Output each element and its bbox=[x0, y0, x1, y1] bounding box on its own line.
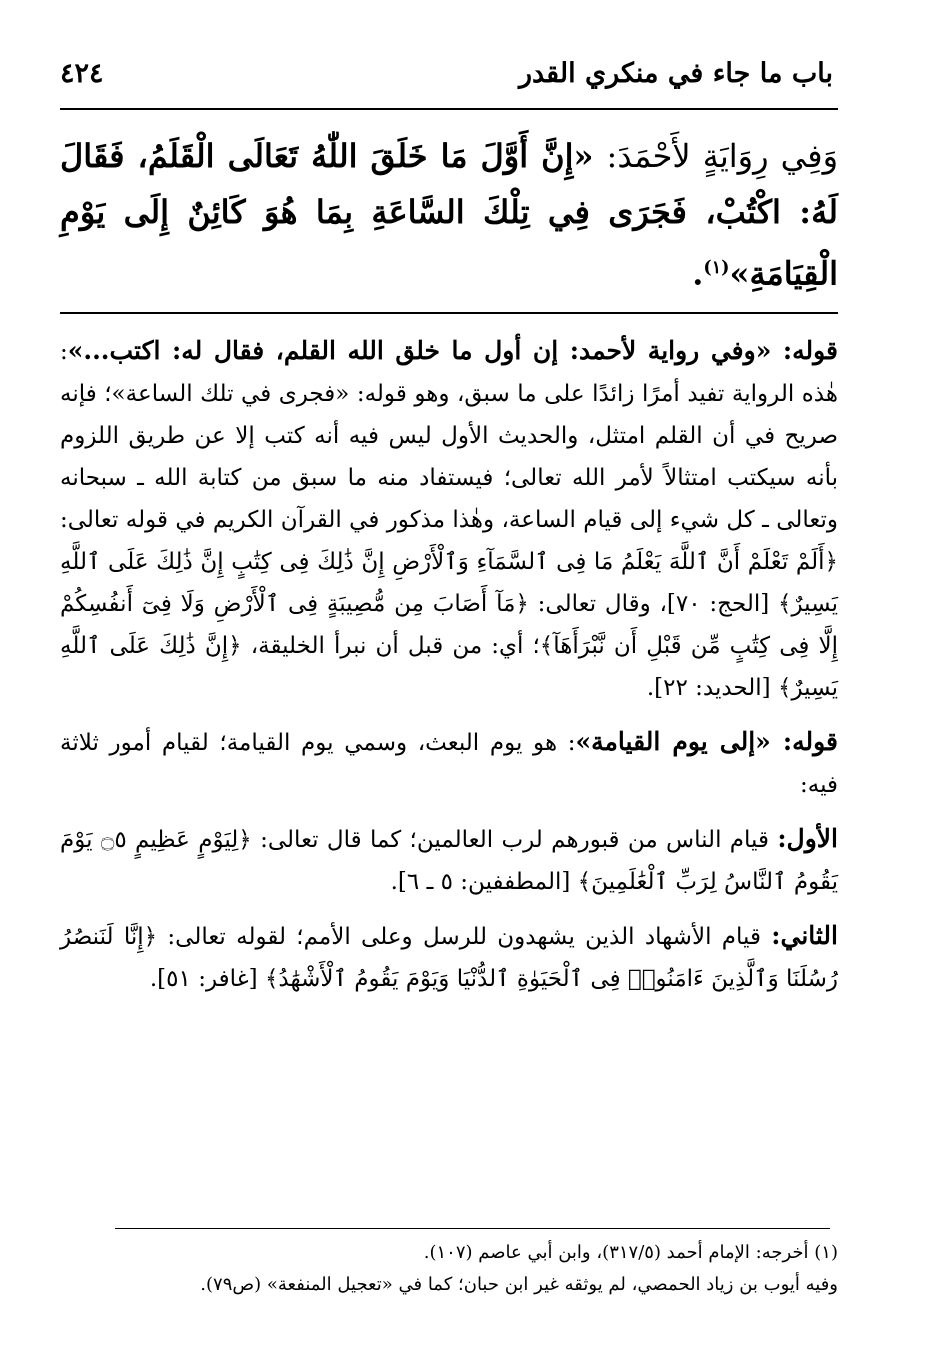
hadith-end: . bbox=[692, 254, 704, 293]
footnote: (١) أخرجه: الإمام أحمد (٣١٧/٥)، وابن أبي عاصم (١٠٧). bbox=[423, 1242, 838, 1263]
paragraph-label: الأول: bbox=[777, 824, 838, 853]
chapter-title: باب ما جاء في منكري القدر bbox=[518, 58, 833, 89]
paragraph-text: قيام الناس من قبورهم لرب العالمين؛ كما قال تعالى: ﴿لِيَوْمٍ عَظِيمٍ ۝٥ يَوْمَ يَقُومُ ٱلنَّاسُ لِرَبِّ ٱلْعَٰلَمِينَ﴾ [المطففين: ٥ ـ ٦]. bbox=[60, 827, 838, 895]
paragraph-label: قوله: «إلى يوم القيامة» bbox=[575, 727, 838, 756]
footnote-ref: (١) bbox=[703, 257, 730, 278]
hadith-lead: وَفِي رِوَايَةٍ لأَحْمَدَ: bbox=[606, 137, 839, 175]
paragraph-text: قيام الأشهاد الذين يشهدون للرسل وعلى الأمم؛ لقوله تعالى: ﴿إِنَّا لَنَنصُرُ رُسُلَنَا وَٱلَّذِينَ ءَامَنُوا۟ فِى ٱلْحَيَوٰةِ ٱلدُّنْيَا وَيَوْمَ يَقُومُ ٱلْأَشْهَٰدُ﴾ [غافر: ٥١]. bbox=[60, 924, 838, 992]
commentary bbox=[60, 330, 838, 1012]
commentary-paragraph bbox=[60, 330, 838, 709]
footnotes bbox=[60, 1237, 838, 1301]
page-header bbox=[60, 52, 833, 100]
hadith-text bbox=[60, 128, 838, 302]
hadith-body: «إِنَّ أَوَّلَ مَا خَلَقَ اللّٰهُ تَعَالَى الْقَلَمُ، فَقَالَ لَهُ: اكْتُبْ، فَجَرَى فِي تِلْكَ السَّاعَةِ بِمَا هُوَ كَائِنٌ إِلَى يَوْمِ الْقِيَامَةِ» bbox=[60, 137, 838, 293]
section-divider bbox=[60, 312, 838, 314]
paragraph-text: : هو يوم البعث، وسمي يوم القيامة؛ لقيام أمور ثلاثة فيه: bbox=[60, 730, 838, 798]
commentary-paragraph bbox=[60, 915, 838, 1000]
paragraph-label: قوله: «وفي رواية لأحمد: إن أول ما خلق الله القلم، فقال له: اكتب...» bbox=[67, 336, 838, 365]
footnote-divider bbox=[115, 1228, 830, 1229]
paragraph-text: : هٰذه الرواية تفيد أمرًا زائدًا على ما سبق، وهو قوله: «فجرى في تلك الساعة»؛ فإنه صريح في أن القلم امتثل، والحديث الأول ليس فيه أنه كتب إلا عن طريق اللزوم بأنه سيكتب امتثالاً لأمر الله تعالى؛ فيستفاد منه ما سبق من كتابة الله ـ سبحانه وتعالى ـ كل شيء إلى قيام الساعة، وهٰذا مذكور في القرآن الكريم في قوله تعالى: ﴿أَلَمْ تَعْلَمْ أَنَّ ٱللَّهَ يَعْلَمُ مَا فِى ٱلسَّمَآءِ وَٱلْأَرْضِ إِنَّ ذَٰلِكَ فِى كِتَٰبٍ إِنَّ ذَٰلِكَ عَلَى ٱللَّهِ يَسِيرٌ﴾ [الحج: ٧٠]، وقال تعالى: ﴿مَآ أَصَابَ مِن مُّصِيبَةٍ فِى ٱلْأَرْضِ وَلَا فِىٓ أَنفُسِكُمْ إِلَّا فِى كِتَٰبٍ مِّن قَبْلِ أَن نَّبْرَأَهَآ﴾؛ أي: من قبل أن نبرأ الخليقة، ﴿إِنَّ ذَٰلِكَ عَلَى ٱللَّهِ يَسِيرٌ﴾ [الحديد: ٢٢]. bbox=[60, 339, 838, 701]
commentary-paragraph bbox=[60, 818, 838, 903]
footnote: وفيه أيوب بن زياد الحمصي، لم يوثقه غير ابن حبان؛ كما في «تعجيل المنفعة» (ص٧٩). bbox=[200, 1274, 838, 1295]
header-divider bbox=[60, 108, 838, 110]
paragraph-label: الثاني: bbox=[771, 921, 838, 950]
page-number: ٤٢٤ bbox=[60, 58, 104, 89]
commentary-paragraph bbox=[60, 721, 838, 806]
